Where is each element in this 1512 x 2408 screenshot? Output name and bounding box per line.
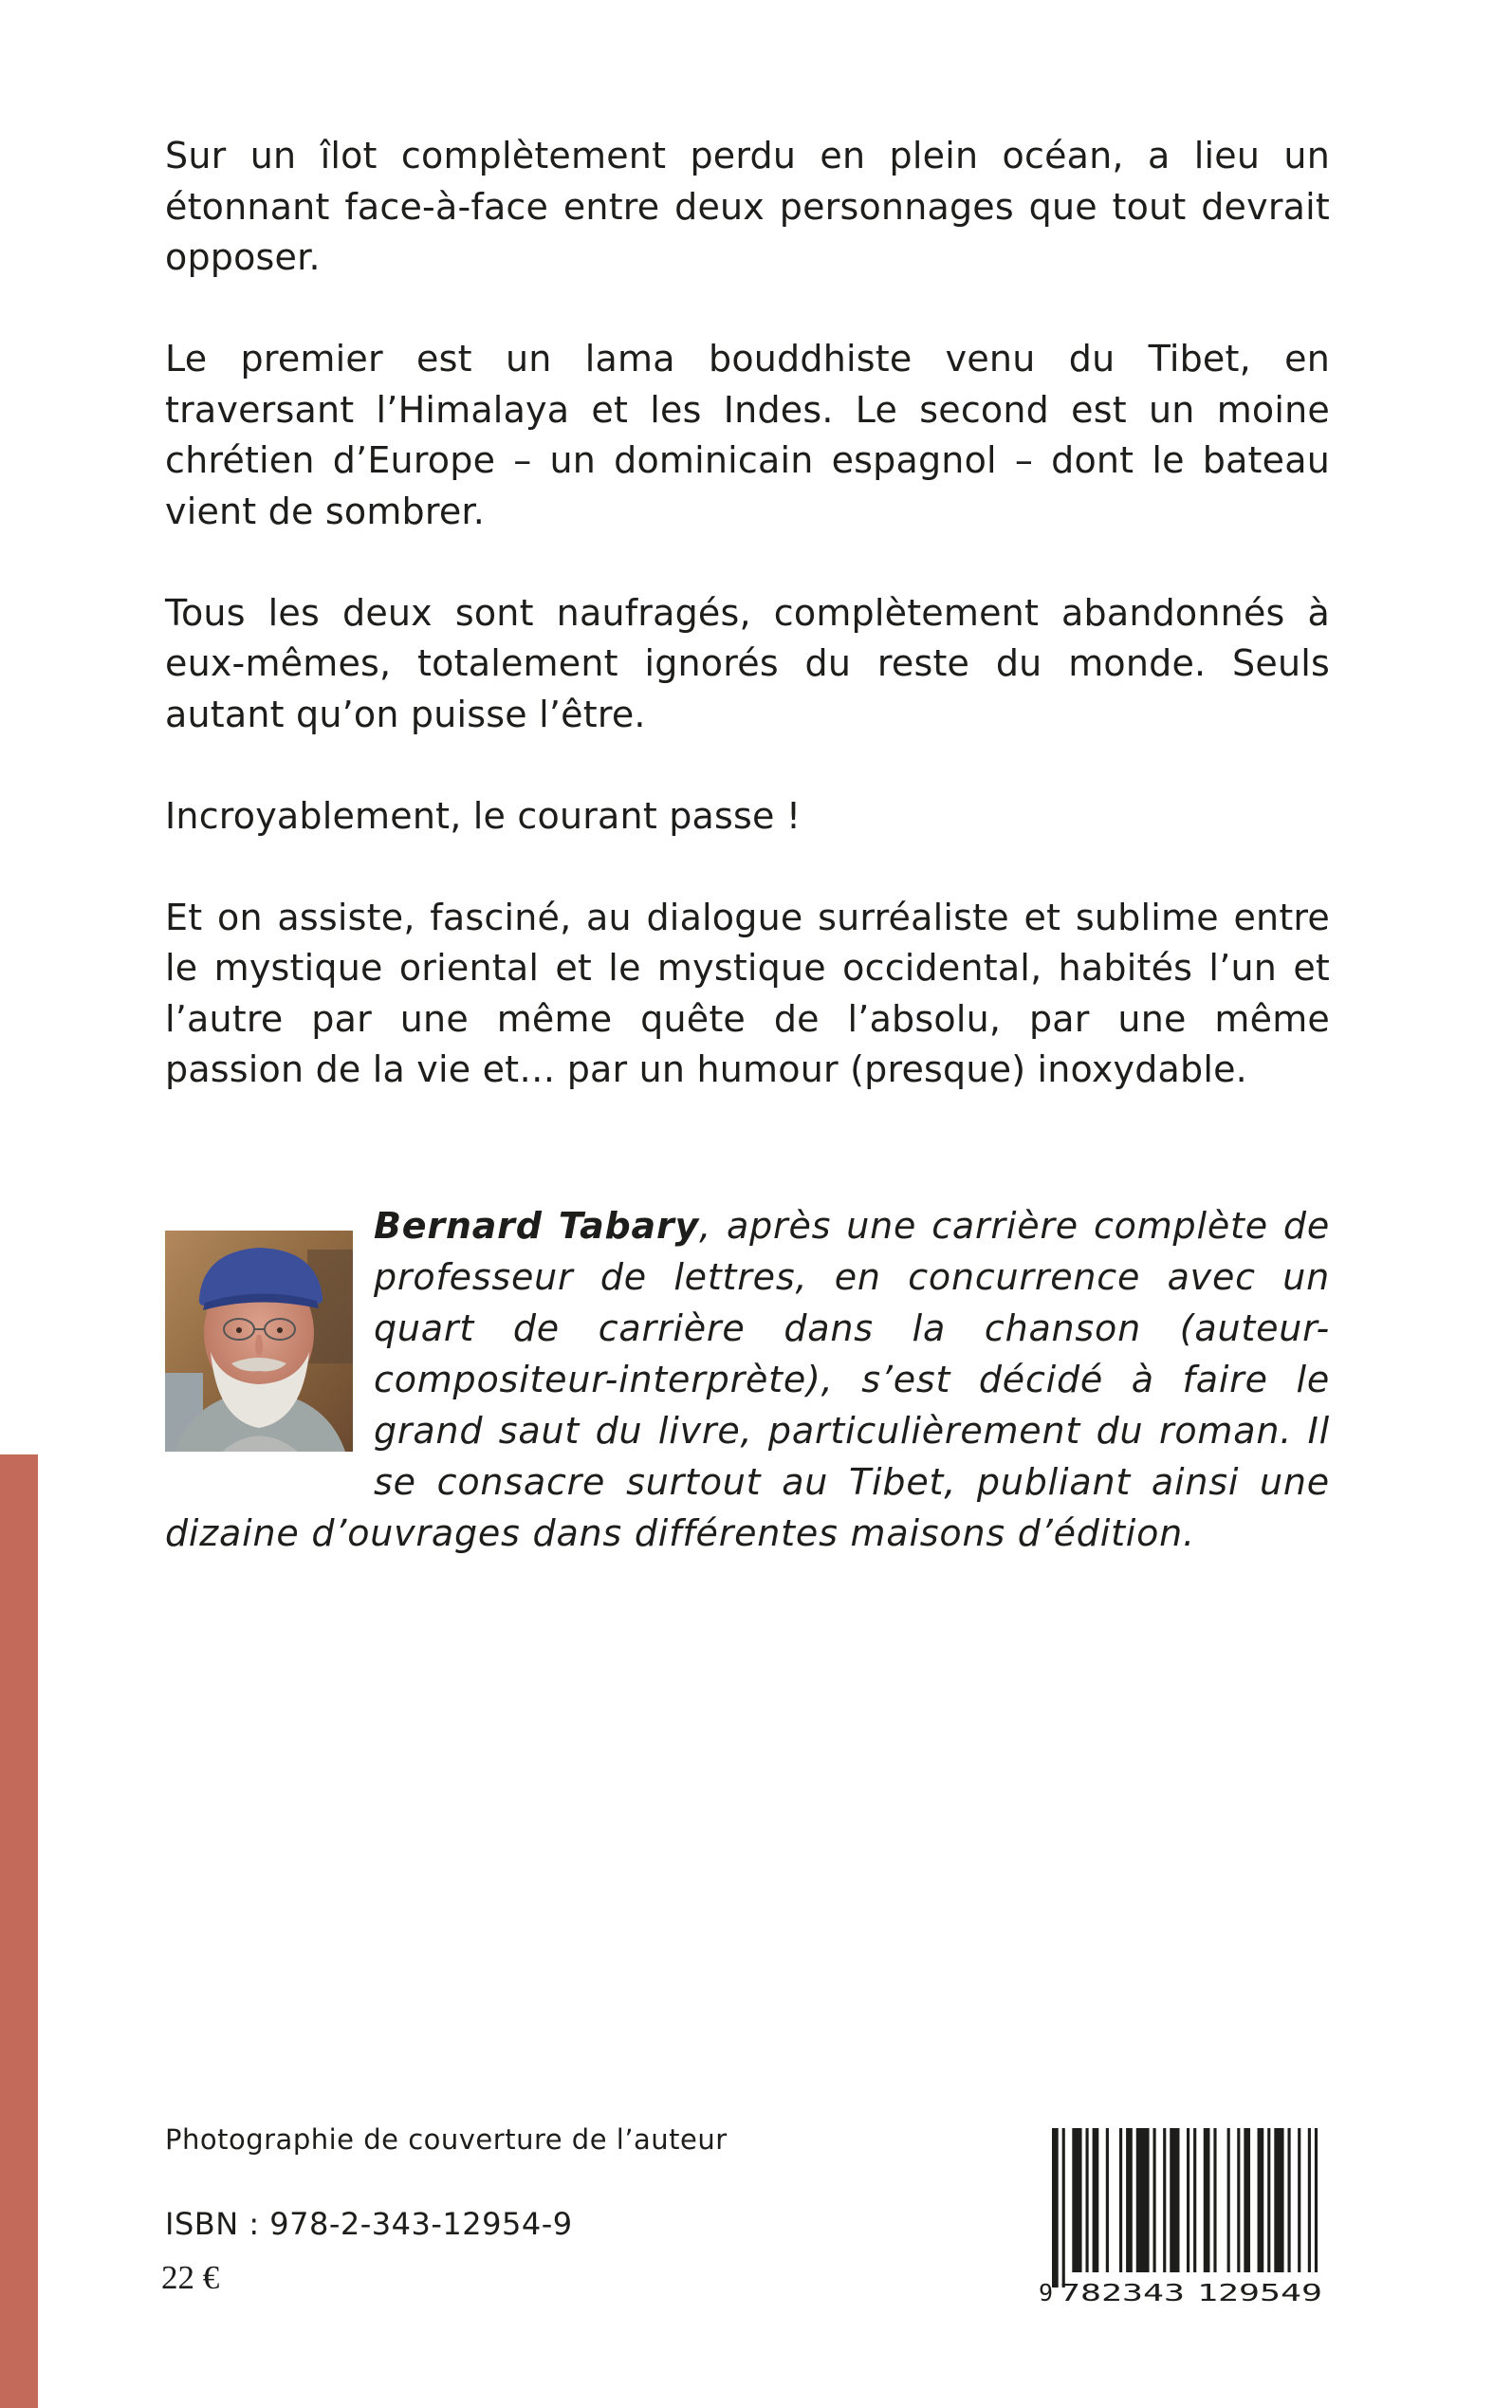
barcode-bar [1163,2128,1166,2272]
price: 22 € [161,2259,220,2296]
photo-credit: Photographie de couverture de l’auteur [165,2123,728,2156]
barcode-bar [1062,2128,1065,2288]
barcode-bar [1136,2128,1150,2272]
barcode-bar [1204,2128,1210,2272]
side-color-band [0,1454,38,2408]
barcode-bar [1052,2128,1059,2288]
barcode-bar [1086,2128,1089,2272]
author-name: Bernard Tabary [374,1205,700,1247]
barcode-number-lead: 9 [1039,2279,1054,2304]
barcode-bar [1119,2128,1122,2272]
author-bio-text: , après une carrière complète de professeur de lettres, en concurrence avec un quart de carrière dans la chanson (auteur-compositeur-interprète), s’est décidé à faire le grand saut du livre, particulièrement du roman. Il se consacre surtout au Tibet, publiant ainsi une dizaine d’ouvrages dans différentes maisons d’édition. [165,1205,1331,1554]
barcode-bar [1308,2128,1311,2272]
barcode-bar [1126,2128,1133,2272]
barcode [1039,2128,1340,2304]
barcode-bar [1274,2128,1283,2272]
author-bio [165,1200,1330,1559]
blurb-paragraph-4: Incroyablement, le courant passe ! [165,794,802,837]
blurb-paragraph-1: Sur un îlot complètement perdu en plein océan, a lieu un étonnant face-à-face entre deux personnages que tout devrait opposer. [165,135,1330,278]
barcode-bar [1267,2128,1270,2272]
barcode-bar [1072,2128,1081,2272]
blurb-paragraph-2: Le premier est un lama bouddhiste venu du Tibet, en traversant l’Himalaya et les Indes. Le second est un moine chrétien d’Europe – un dominicain espagnol – dont le bateau vient de sombrer. [165,338,1330,532]
barcode-bar [1298,2128,1300,2272]
barcode-bar [1193,2128,1196,2272]
barcode-bar [1258,2128,1264,2272]
blurb [165,131,1330,1146]
barcode-bar [1213,2128,1216,2272]
barcode-bar [1106,2128,1109,2272]
barcode-number-group-1: 782343 [1060,2279,1185,2304]
barcode-bar [1093,2128,1099,2272]
barcode-bar [1170,2128,1179,2272]
blurb-paragraph-3: Tous les deux sont naufragés, complètement abandonnés à eux-mêmes, totalement ignorés du reste du monde. Seuls autant qu’on puisse l’être. [165,591,1330,735]
isbn: ISBN : 978-2-343-12954-9 [165,2206,573,2242]
barcode-bar [1187,2128,1189,2272]
barcode-bar [1244,2128,1250,2272]
barcode-bar [1315,2128,1318,2272]
barcode-bars [1052,2128,1318,2288]
blurb-paragraph-5: Et on assiste, fasciné, au dialogue surréaliste et sublime entre le mystique oriental et le mystique occidental, habités l’un et l’autre par une même quête de l’absolu, par une même passion de la vie et… par un humour (presque) inoxydable. [165,896,1330,1090]
barcode-bar [1153,2128,1156,2272]
barcode-number-group-2: 129549 [1197,2279,1322,2304]
barcode-bar [1227,2128,1230,2272]
author-photo [165,1231,353,1452]
barcode-bar [1237,2128,1240,2272]
barcode-bar [1288,2128,1291,2272]
